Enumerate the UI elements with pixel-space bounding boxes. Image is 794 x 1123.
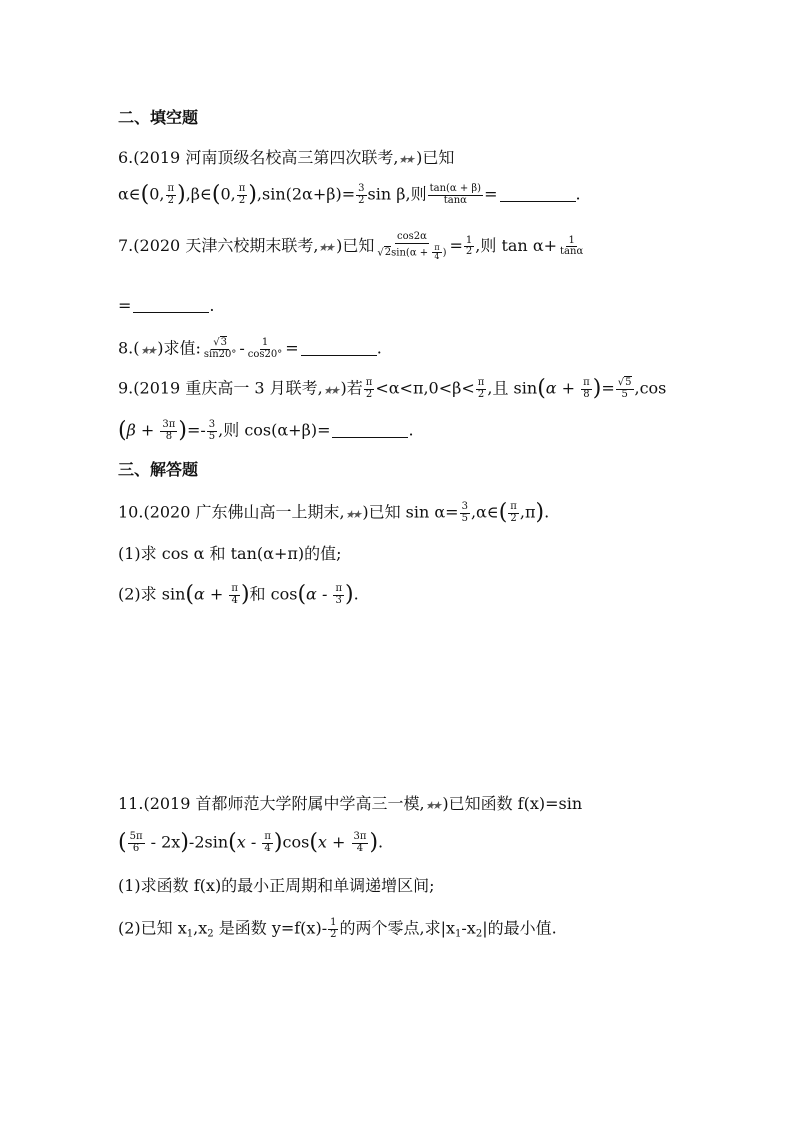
- frac-num: π: [264, 831, 271, 842]
- q9-beta-plus: β +: [126, 420, 160, 440]
- q10-p2-c: 和 cos: [249, 584, 298, 604]
- frac-den: 6: [132, 842, 140, 854]
- q9-alpha-plus: α +: [545, 378, 581, 398]
- q6-main-frac: [428, 184, 484, 206]
- frac-num: π: [434, 242, 440, 252]
- frac-num: √5: [617, 377, 632, 388]
- frac-num: 1: [465, 234, 473, 246]
- frac-num: 3: [208, 419, 216, 430]
- q10-prefix: 10.(2020 广东佛山高一上期末,: [118, 502, 345, 522]
- frac-den: 4: [231, 594, 238, 606]
- sub-2: 2: [207, 928, 214, 940]
- q10-frac-pi-3: [333, 584, 344, 606]
- difficulty-star-icon: ★★: [423, 799, 442, 812]
- left-paren-icon: (: [211, 182, 221, 207]
- frac-num: π: [238, 183, 246, 194]
- q10-line1: [118, 502, 549, 524]
- frac-den: sin20°: [203, 348, 237, 360]
- q8-answer-blank[interactable]: [301, 355, 377, 356]
- q11-p2-e: |的最小值.: [482, 918, 557, 938]
- frac-num: 3π: [353, 831, 367, 842]
- q9-end: ,则 cos(α+β)=: [218, 420, 331, 440]
- frac-num: π: [583, 377, 590, 388]
- q11-p2-a: (2)已知 x: [118, 918, 187, 938]
- frac-num: √3: [213, 337, 228, 348]
- q9-period: .: [408, 420, 414, 440]
- q11-x-plus: x +: [317, 832, 351, 852]
- frac-num: π: [231, 583, 238, 594]
- q7-prefix: 7.(2020 天津六校期末联考,: [118, 236, 319, 256]
- q7-answer-blank[interactable]: [133, 312, 209, 313]
- q11-x-minus: x -: [236, 832, 262, 852]
- q11-p2-c: 的两个零点,求|x: [339, 918, 455, 938]
- right-paren-icon: ): [180, 830, 189, 855]
- q10-alpha-plus: α +: [193, 584, 229, 604]
- q9-frac-pi-2b: [476, 378, 487, 400]
- q11-frac-1-2: [328, 918, 338, 940]
- right-paren-icon: ): [178, 418, 187, 443]
- difficulty-star-icon: ★★: [317, 241, 335, 255]
- q10-frac-3-5: [460, 502, 470, 524]
- left-paren-icon: (: [118, 830, 127, 855]
- q10-close: ,π: [519, 502, 536, 522]
- q7-eq-2: =: [118, 296, 132, 315]
- q10-part2: [118, 584, 359, 606]
- sub-2b: 2: [475, 928, 483, 940]
- left-paren-icon: (: [185, 582, 194, 607]
- q11-line1: [118, 796, 582, 812]
- q9-frac-3-5: [207, 420, 217, 442]
- frac-num: 3: [358, 183, 365, 194]
- sub-1b: 1: [455, 928, 462, 940]
- q10-alpha-minus: α -: [306, 584, 333, 604]
- q7-tail: ,则 tan α+: [475, 236, 558, 256]
- q9-frac-sqrt5-5: [616, 378, 634, 400]
- q11-p2-d: -x: [461, 918, 476, 938]
- q7-period: .: [209, 296, 215, 315]
- q7-main-frac: [375, 232, 448, 261]
- q7-mid: )已知: [336, 236, 375, 256]
- q6-prefix: 6.(2019 河南顶级名校高三第四次联考,: [118, 148, 399, 167]
- q11-part2: [118, 918, 557, 940]
- frac-den: tanα: [443, 194, 467, 206]
- frac-den: 2: [238, 194, 246, 206]
- q8-frac-1: [202, 338, 239, 360]
- left-paren-icon: (: [228, 830, 237, 855]
- q11-line2: [118, 832, 383, 854]
- q6-period: .: [575, 184, 581, 204]
- q9-line1: [118, 378, 666, 400]
- frac-num: cos2α: [397, 231, 427, 242]
- right-paren-icon: ): [535, 500, 545, 525]
- sin-label: sin: [391, 246, 406, 258]
- sqrt-arg: 2: [384, 246, 392, 258]
- frac-den: 5: [621, 388, 628, 400]
- frac-den: 8: [583, 388, 590, 400]
- q10-frac-pi-2: [508, 502, 519, 524]
- sqrt-arg: 3: [220, 337, 228, 348]
- frac-den: 5: [208, 430, 216, 442]
- frac-den: 3: [335, 594, 342, 606]
- q8-prefix: 8.(: [118, 338, 140, 358]
- frac-den: 2: [477, 388, 485, 400]
- q10-p2-a: (2)求 sin: [118, 584, 186, 604]
- q6-mid: )已知: [416, 148, 455, 167]
- alpha-plus: α +: [409, 246, 432, 258]
- q10-in: ,α∈: [470, 502, 499, 522]
- difficulty-star-icon: ★★: [343, 507, 362, 521]
- q6-line2: [118, 184, 581, 206]
- q9-frac-pi-2: [364, 378, 375, 400]
- frac-num: π: [477, 377, 485, 388]
- frac-num: π: [365, 377, 373, 388]
- left-paren-icon: (: [309, 830, 318, 855]
- q10-frac-pi-4: [229, 584, 240, 606]
- q11-p2-b: 是函数 y=f(x)-: [213, 918, 328, 938]
- frac-den: 4: [434, 251, 440, 261]
- q6-line1: [118, 150, 454, 166]
- left-paren-icon: (: [537, 376, 546, 401]
- q11-frac-pi-4: [262, 832, 273, 854]
- q6-eq-b: sin β,则: [367, 184, 427, 204]
- q6-eq: =: [484, 184, 498, 204]
- frac-den: 8: [165, 430, 173, 442]
- frac-den: 2: [167, 194, 174, 206]
- q10-period: .: [544, 502, 550, 522]
- q8-period: .: [376, 338, 382, 358]
- q11-a: - 2x: [145, 832, 181, 852]
- frac-num: tan(α + β): [429, 183, 482, 194]
- q11-period: .: [378, 832, 384, 852]
- q9-cos: ,cos: [634, 378, 667, 398]
- q6-alpha-in: α∈: [118, 184, 141, 204]
- q11-mid: )已知函数 f(x)=sin: [442, 794, 583, 813]
- q8-minus: -: [239, 338, 245, 358]
- frac-num: 1: [330, 917, 337, 928]
- right-paren-icon: ): [345, 582, 354, 607]
- frac-num: π: [167, 183, 175, 194]
- q6-answer-blank[interactable]: [500, 201, 576, 202]
- q6-frac-pi-2b: [237, 184, 248, 206]
- frac-num: 3π: [162, 419, 176, 430]
- frac-den: 2: [330, 928, 337, 940]
- frac-num: 3: [461, 501, 468, 512]
- q11-frac-3pi-4: [352, 832, 369, 854]
- q10-p2-e: .: [353, 584, 359, 604]
- sqrt-arg: 5: [625, 377, 632, 388]
- q9-mid: )若: [340, 378, 363, 398]
- q11-part1: (1)求函数 f(x)的最小正周期和单调递增区间;: [118, 876, 435, 895]
- q11-comma: ,x: [193, 918, 208, 938]
- q8-mid: )求值:: [157, 338, 201, 358]
- q6-zero: 0,: [149, 184, 165, 204]
- sub-1: 1: [186, 928, 194, 940]
- difficulty-star-icon: ★★: [322, 383, 340, 397]
- frac-den: cos20°: [247, 348, 283, 360]
- q6-beta-in: ,β∈: [185, 184, 212, 204]
- q9-eq: =: [601, 378, 615, 398]
- q6-zero-2: 0,: [220, 184, 236, 204]
- frac-den: 2: [365, 388, 373, 400]
- q7-frac-pi-4: [432, 244, 441, 262]
- q10-part1: (1)求 cos α 和 tan(α+π)的值;: [118, 544, 342, 563]
- q7-line2: [118, 298, 215, 314]
- q6-frac-3-2: [356, 184, 366, 206]
- frac-den: 4: [356, 842, 364, 854]
- left-paren-icon: (: [140, 182, 150, 207]
- q7-frac-1-tan: [558, 236, 585, 258]
- q8-frac-2: [246, 338, 284, 360]
- q9-eq2: =-: [186, 420, 206, 440]
- difficulty-star-icon: ★★: [138, 343, 156, 357]
- right-paren-icon: ): [592, 376, 602, 401]
- right-paren-icon: ): [273, 830, 283, 855]
- frac-num: π: [335, 583, 343, 594]
- left-paren-icon: (: [118, 418, 127, 443]
- frac-den: 2: [358, 194, 365, 206]
- left-paren-icon: (: [297, 582, 307, 607]
- section-solve: 三、解答题: [118, 460, 199, 479]
- frac-num: 1: [568, 234, 575, 246]
- right-paren-icon: ): [177, 182, 186, 207]
- q7-frac-1-2: [464, 236, 474, 258]
- frac-num: 1: [261, 337, 269, 348]
- frac-den: √2sin(α + $\frac{\pi}{4}$ ): [377, 242, 447, 261]
- q7-eq: =: [449, 236, 463, 256]
- frac-den: 4: [264, 842, 271, 854]
- q6-eq-a: ,sin(2α+β)=: [256, 184, 356, 204]
- frac-num: π: [510, 501, 517, 512]
- q9-prefix: 9.(2019 重庆高一 3 月联考,: [118, 378, 323, 398]
- q11-frac-5pi-6: [128, 832, 145, 854]
- difficulty-star-icon: ★★: [397, 153, 415, 166]
- q9-frac-3pi-8: [160, 420, 177, 442]
- section-fill-blank: 二、填空题: [118, 108, 199, 127]
- q9-answer-blank[interactable]: [332, 437, 408, 438]
- frac-den: tanα: [560, 246, 584, 258]
- q9-cond: <α<π,0<β<: [375, 378, 475, 398]
- right-paren-icon: ): [240, 582, 250, 607]
- left-paren-icon: (: [498, 500, 508, 525]
- q11-b: -2sin: [188, 832, 229, 852]
- frac-num: 5π: [129, 831, 143, 842]
- q6-frac-pi-2: [166, 184, 177, 206]
- frac-den: 2: [510, 512, 517, 524]
- q10-mid: )已知 sin α=: [362, 502, 459, 522]
- frac-den: 2: [465, 246, 473, 258]
- q9-line2: [118, 420, 414, 442]
- q9-tail: ,且 sin: [487, 378, 538, 398]
- right-paren-icon: ): [369, 830, 379, 855]
- q7-line1: [118, 232, 586, 261]
- q11-cos: cos: [282, 832, 310, 852]
- q8-eq: =: [285, 338, 299, 358]
- q8-line: [118, 338, 382, 360]
- right-paren-icon: ): [248, 182, 257, 207]
- frac-den: 5: [461, 512, 468, 524]
- q9-frac-pi-8: [581, 378, 592, 400]
- q11-prefix: 11.(2019 首都师范大学附属中学高三一模,: [118, 794, 425, 813]
